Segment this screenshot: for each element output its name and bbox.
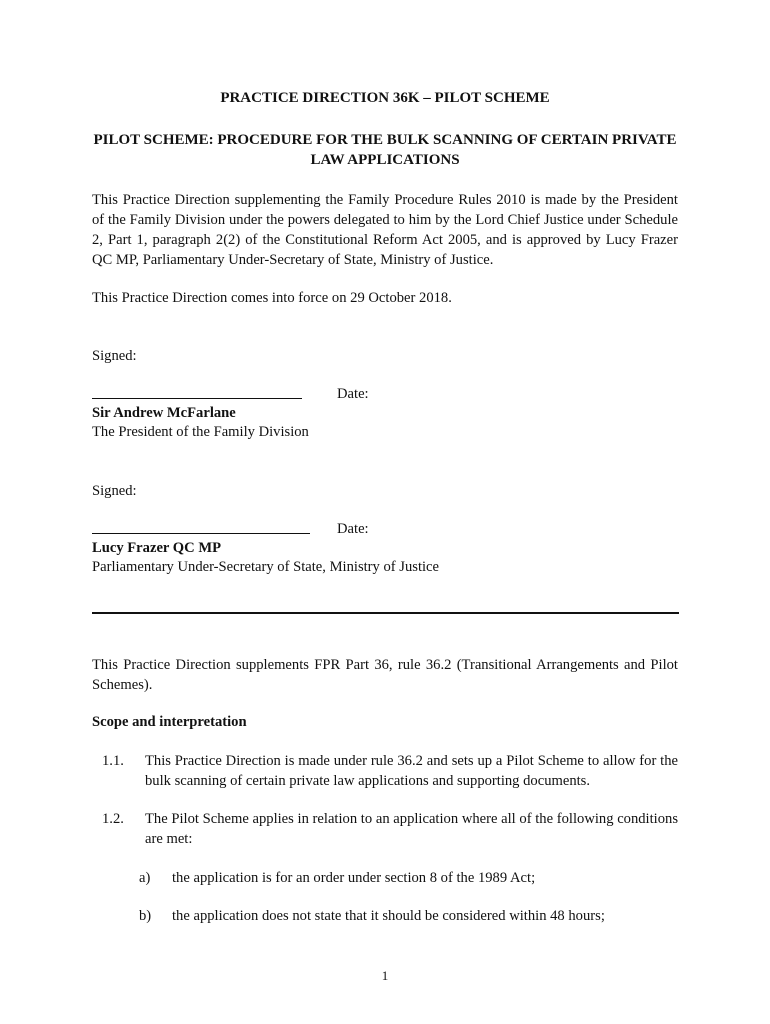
condition-label: a) [139,870,151,886]
signed-label-2: Signed: [92,483,137,499]
supplements-paragraph: This Practice Direction supplements FPR Part 36, rule 36.2 (Transitional Arrangements and Pilot Schemes). [92,657,678,693]
clause-text: The Pilot Scheme applies in relation to an application where all of the following conditions are met: [145,811,678,847]
signatory-name-2: Lucy Frazer QC MP [92,540,222,556]
signatory-name-1: Sir Andrew McFarlane [92,405,236,421]
clause-number: 1.2. [102,811,124,827]
in-force-paragraph: This Practice Direction comes into force on 29 October 2018. [92,290,452,306]
clause-number: 1.1. [102,753,124,769]
page-number: 1 [381,968,389,983]
signature-line-1 [92,398,302,399]
clause-text: This Practice Direction is made under rule 36.2 and sets up a Pilot Scheme to allow for the bulk scanning of certain private law applications and supporting documents. [145,753,678,789]
section-heading: Scope and interpretation [92,714,247,730]
condition-label: b) [139,908,152,924]
document-subtitle: PILOT SCHEME: PROCEDURE FOR THE BULK SCANNING OF CERTAIN PRIVATE LAW APPLICATIONS [93,132,677,168]
date-label-1: Date: [337,386,369,402]
document-title: PRACTICE DIRECTION 36K – PILOT SCHEME [220,90,550,106]
condition-text: the application does not state that it should be considered within 48 hours; [172,908,605,924]
section-divider [92,612,679,614]
signatory-role-2: Parliamentary Under-Secretary of State, Ministry of Justice [92,559,440,575]
intro-paragraph: This Practice Direction supplementing the Family Procedure Rules 2010 is made by the President of the Family Division under the powers delegated to him by the Lord Chief Justice under Schedule 2, Part 1, paragraph 2(2) of the Constitutional Reform Act 2005, and is approved by Lucy Frazer QC MP, Parliamentary Under-Secretary of State, Ministry of Justice. [92,192,678,268]
signed-label-1: Signed: [92,348,137,364]
signature-line-2 [92,533,310,534]
condition-text: the application is for an order under section 8 of the 1989 Act; [172,870,536,886]
date-label-2: Date: [337,521,369,537]
signatory-role-1: The President of the Family Division [92,424,309,440]
